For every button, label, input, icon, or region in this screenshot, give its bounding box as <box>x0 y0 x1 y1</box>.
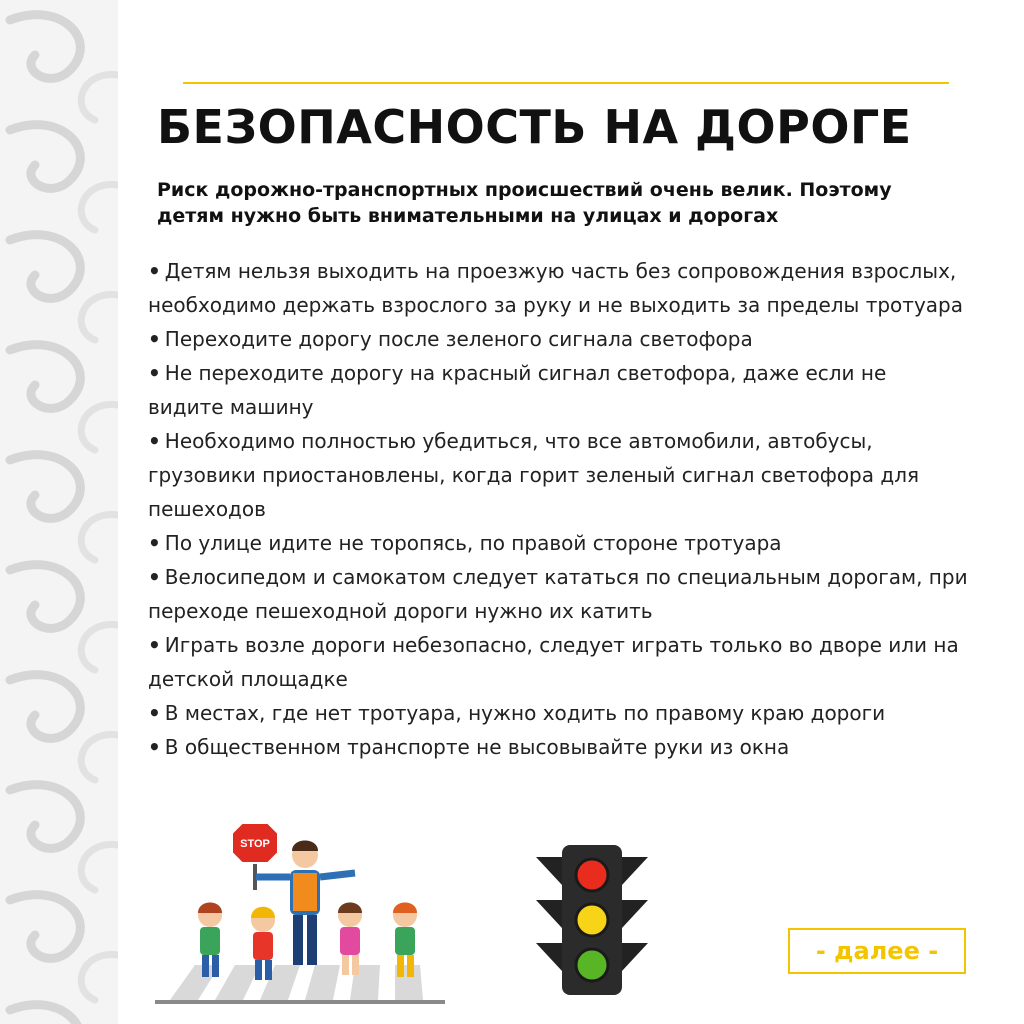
traffic-light-icon <box>536 845 648 995</box>
bullet-marker: • <box>148 361 161 385</box>
safety-rule-text: В местах, где нет тротуара, нужно ходить по правому краю дороги <box>164 701 886 725</box>
bullet-marker: • <box>148 531 161 555</box>
safety-rule-text: Детям нельзя выходить на проезжую часть без сопровождения взрослых, необходимо держать взрослого за руку и не выходить за пределы тротуара <box>148 259 963 317</box>
stop-sign-label: STOP <box>240 838 270 850</box>
bullet-marker: • <box>148 701 161 725</box>
decorative-ornament-border <box>0 0 118 1024</box>
children-crossing-illustration <box>150 815 450 1005</box>
safety-rule-text: По улице идите не торопясь, по правой стороне тротуара <box>164 531 782 555</box>
green-light <box>576 949 608 981</box>
safety-rule-text: Не переходите дорогу на красный сигнал светофора, даже если не видите машину <box>148 361 887 419</box>
next-button[interactable]: - далее - <box>788 928 966 974</box>
child-3 <box>338 903 362 976</box>
bullet-marker: • <box>148 429 161 453</box>
yellow-light <box>576 904 608 936</box>
safety-rule-text: Играть возле дороги небезопасно, следует играть только во дворе или на детской площадке <box>148 633 959 691</box>
safety-rule-item <box>148 254 968 322</box>
safety-rule-item <box>148 628 968 696</box>
safety-rule-item <box>148 424 968 526</box>
safety-rule-item <box>148 696 968 730</box>
safety-rule-text: В общественном транспорте не высовывайте руки из окна <box>164 735 790 759</box>
bullet-marker: • <box>148 633 161 657</box>
safety-rule-text: Необходимо полностью убедиться, что все автомобили, автобусы, грузовики приостановлены, когда горит зеленый сигнал светофора для пешеходов <box>148 429 920 521</box>
safety-rule-item <box>148 730 968 764</box>
bullet-marker: • <box>148 327 161 351</box>
bullet-marker: • <box>148 259 161 283</box>
safety-rule-item <box>148 526 968 560</box>
safety-rules-list <box>148 254 968 764</box>
safety-rule-item <box>148 560 968 628</box>
title-divider <box>183 82 949 84</box>
safety-rule-text: Велосипедом и самокатом следует кататься по специальным дорогам, при переходе пешеходной дороги нужно их катить <box>148 565 968 623</box>
red-light <box>576 859 608 891</box>
safety-rule-item <box>148 356 968 424</box>
page-title: БЕЗОПАСНОСТЬ НА ДОРОГЕ <box>157 100 912 154</box>
safety-rule-item <box>148 322 968 356</box>
ornament-pattern <box>0 0 118 1024</box>
page-subtitle: Риск дорожно-транспортных происшествий очень велик. Поэтому детям нужно быть внимательными на улицах и дорогах <box>157 179 892 227</box>
safety-rule-text: Переходите дорогу после зеленого сигнала светофора <box>164 327 753 351</box>
bullet-marker: • <box>148 735 161 759</box>
bullet-marker: • <box>148 565 161 589</box>
